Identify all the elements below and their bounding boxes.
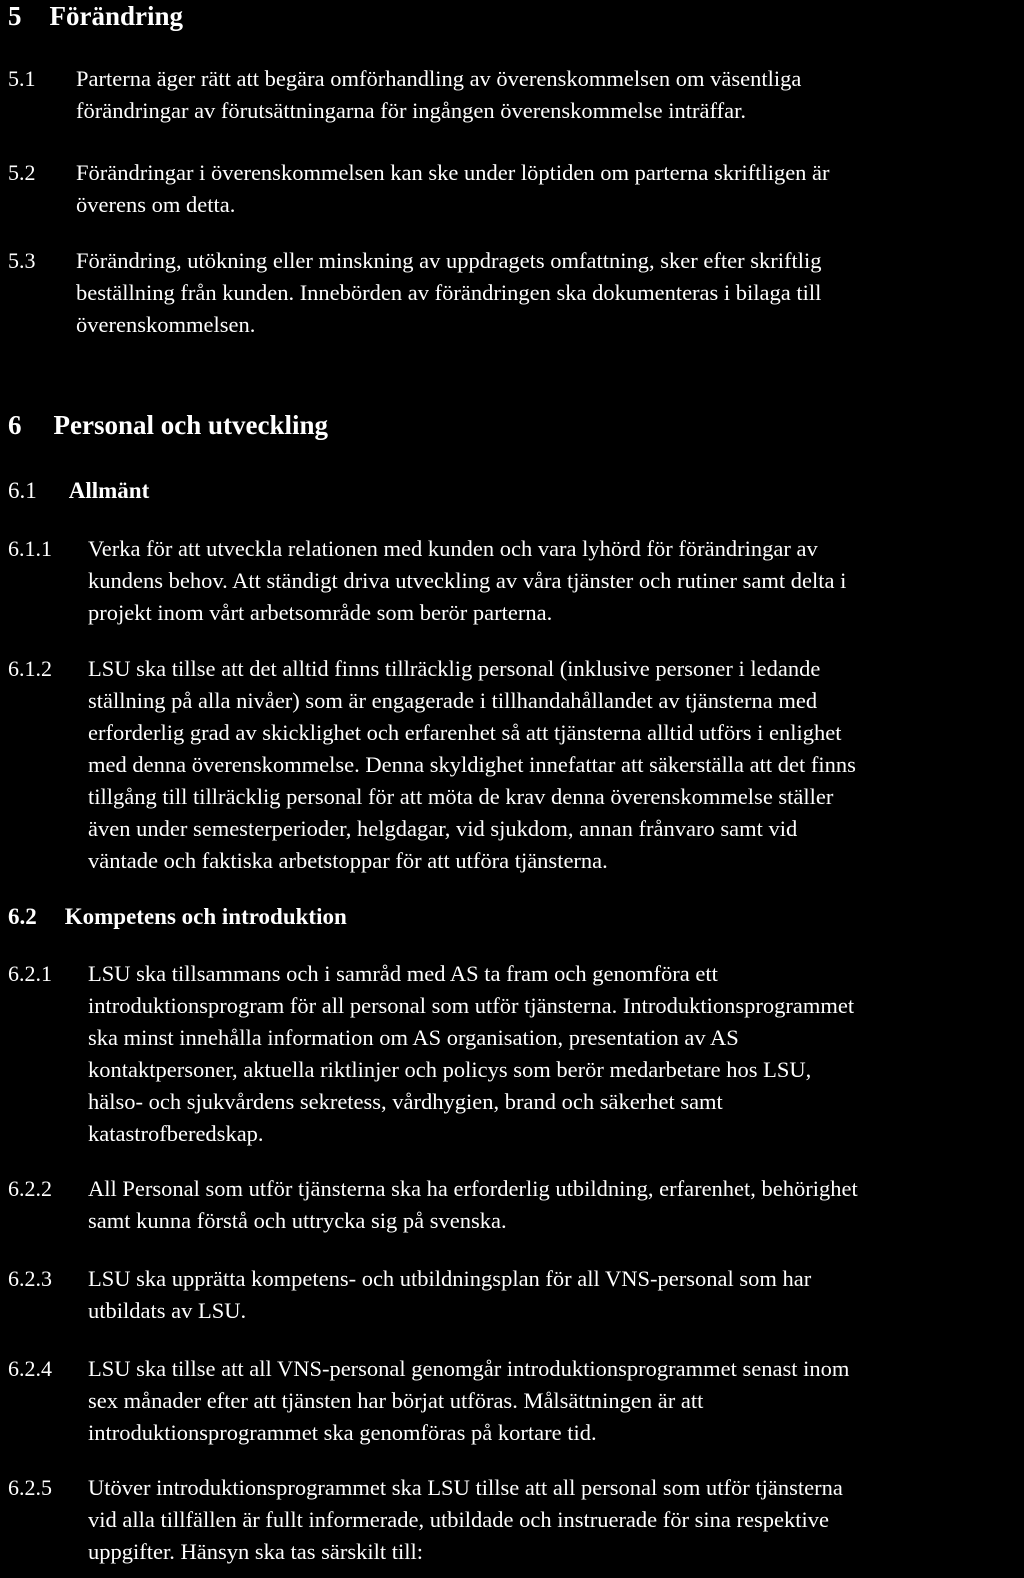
text-line: vid alla tillfällen är fullt informerade, utbildade och instruerade för sina respektive <box>88 1507 829 1532</box>
text-line: Parterna äger rätt att begära omförhandling av överenskommelsen om väsentliga <box>76 66 802 91</box>
text-line: LSU ska tillse att all VNS-personal genomgår introduktionsprogrammet senast inom <box>88 1356 850 1381</box>
clause-number-6-2-2: 6.2.2 <box>8 1176 52 1201</box>
text-line: tillgång till tillräcklig personal för att möta de krav denna överenskommelse ställer <box>88 784 834 809</box>
text-line: kontaktpersoner, aktuella riktlinjer och policys som berör medarbetare hos LSU, <box>88 1057 812 1082</box>
section-number: 6 <box>8 410 22 440</box>
clause-number-6-2-5: 6.2.5 <box>8 1475 52 1500</box>
text-line: ska minst innehålla information om AS organisation, presentation av AS <box>88 1025 739 1050</box>
text-line: Förändringar i överenskommelsen kan ske under löptiden om parterna skriftligen är <box>76 160 830 185</box>
clause-5-2-text <box>76 157 830 221</box>
text-line: LSU ska upprätta kompetens- och utbildningsplan för all VNS-personal som har <box>88 1266 812 1291</box>
clause-number-6-2-3: 6.2.3 <box>8 1266 52 1291</box>
clause-number-5-3: 5.3 <box>8 248 36 273</box>
subsection-number: 6.2 <box>8 904 37 929</box>
text-line: beställning från kunden. Innebörden av förändringen ska dokumenteras i bilaga till <box>76 280 822 305</box>
text-line: projekt inom vårt arbetsområde som berör parterna. <box>88 600 553 625</box>
text-line: Verka för att utveckla relationen med kunden och vara lyhörd för förändringar av <box>88 536 818 561</box>
text-line: introduktionsprogrammet ska genomföras på kortare tid. <box>88 1420 597 1445</box>
text-line: även under semesterperioder, helgdagar, vid sjukdom, annan frånvaro samt vid <box>88 816 798 841</box>
text-line: med denna överenskommelse. Denna skyldighet innefattar att säkerställa att det finns <box>88 752 856 777</box>
text-line: väntade och faktiska arbetstoppar för att utföra tjänsterna. <box>88 848 608 873</box>
text-line: förändringar av förutsättningarna för ingången överenskommelse inträffar. <box>76 98 746 123</box>
clause-number-5-1: 5.1 <box>8 66 36 91</box>
text-line: Utöver introduktionsprogrammet ska LSU tillse att all personal som utför tjänsterna <box>88 1475 843 1500</box>
text-line: överens om detta. <box>76 192 236 217</box>
section-title: Personal och utveckling <box>53 410 328 440</box>
clause-6-2-2-text <box>88 1173 858 1237</box>
clause-number-6-1-1: 6.1.1 <box>8 536 52 561</box>
text-line: utbildats av LSU. <box>88 1298 247 1323</box>
subsection-number: 6.1 <box>8 478 37 503</box>
text-line: ställning på alla nivåer) som är engagerade i tillhandahållandet av tjänsterna med <box>88 688 818 713</box>
subsection-title: Allmänt <box>68 478 150 503</box>
text-line: LSU ska tillse att det alltid finns tillräcklig personal (inklusive personer i ledande <box>88 656 821 681</box>
text-line: erforderlig grad av skicklighet och erfarenhet så att tjänsterna alltid utförs i enlighet <box>88 720 842 745</box>
clause-5-1-text <box>76 63 801 127</box>
clause-number-6-1-2: 6.1.2 <box>8 656 52 681</box>
text-line: LSU ska tillsammans och i samråd med AS ta fram och genomföra ett <box>88 961 718 986</box>
clause-6-2-5-text <box>88 1472 843 1568</box>
section-5-heading <box>8 0 183 32</box>
text-line: samt kunna förstå och uttrycka sig på svenska. <box>88 1208 507 1233</box>
subsection-title: Kompetens och introduktion <box>64 904 347 929</box>
clause-6-1-1-text <box>88 533 846 629</box>
text-line: introduktionsprogram för all personal som utför tjänsterna. Introduktionsprogrammet <box>88 993 855 1018</box>
text-line: uppgifter. Hänsyn ska tas särskilt till: <box>88 1539 423 1564</box>
clause-5-3-text <box>76 245 821 341</box>
section-title: Förändring <box>49 1 184 31</box>
text-line: katastrofberedskap. <box>88 1121 264 1146</box>
text-line: Förändring, utökning eller minskning av uppdragets omfattning, sker efter skriftlig <box>76 248 822 273</box>
text-line: hälso- och sjukvårdens sekretess, vårdhygien, brand och säkerhet samt <box>88 1089 723 1114</box>
clause-6-1-2-text <box>88 653 856 877</box>
clause-6-2-3-text <box>88 1263 811 1327</box>
text-line: sex månader efter att tjänsten har börjat utföras. Målsättningen är att <box>88 1388 704 1413</box>
subsection-6-1-heading <box>8 476 149 506</box>
text-line: All Personal som utför tjänsterna ska ha erforderlig utbildning, erfarenhet, behörighet <box>88 1176 858 1201</box>
clause-number-6-2-4: 6.2.4 <box>8 1356 52 1381</box>
clause-6-2-1-text <box>88 958 854 1150</box>
section-6-heading <box>8 409 328 441</box>
text-line: överenskommelsen. <box>76 312 256 337</box>
text-line: kundens behov. Att ständigt driva utveckling av våra tjänster och rutiner samt delta i <box>88 568 847 593</box>
clause-6-2-4-text <box>88 1353 849 1449</box>
clause-number-6-2-1: 6.2.1 <box>8 961 52 986</box>
clause-number-5-2: 5.2 <box>8 160 36 185</box>
section-number: 5 <box>8 1 22 31</box>
subsection-6-2-heading <box>8 902 347 932</box>
